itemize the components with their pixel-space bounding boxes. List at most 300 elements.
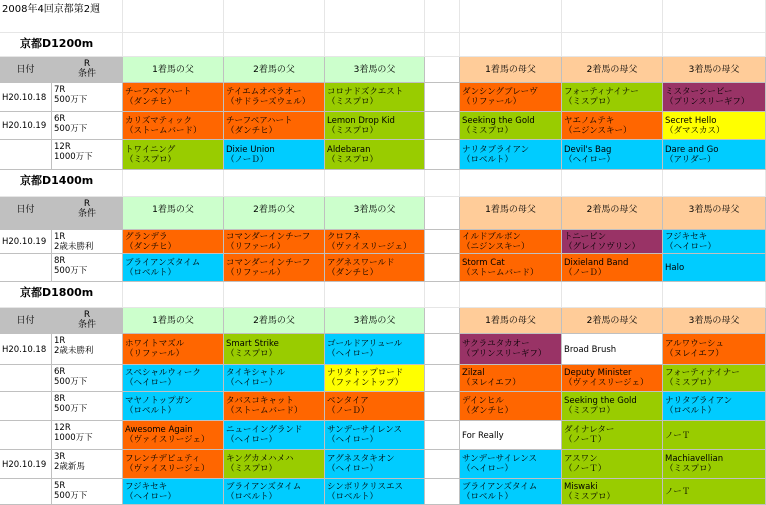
header-date[interactable] xyxy=(0,57,52,83)
horse-name: ノーＴ xyxy=(665,430,691,441)
race-cell[interactable] xyxy=(52,112,123,140)
header-label: 3着馬の父 xyxy=(353,65,396,75)
sire-cell[interactable] xyxy=(224,365,325,392)
sire-cell[interactable] xyxy=(123,140,224,170)
horse-lineage: （ヴァイスリージェ） xyxy=(125,435,210,445)
horse-lineage: （ロベルト） xyxy=(665,406,717,416)
horse-name: タイキシャトル xyxy=(226,368,286,378)
horse-name: Smart Strike xyxy=(226,339,279,349)
spacer-cell[interactable] xyxy=(425,308,460,334)
header-race-label: R xyxy=(83,199,91,209)
horse-lineage: （ミスプロ） xyxy=(226,464,278,474)
header-label: 1着馬の母父 xyxy=(485,205,536,215)
race-cell[interactable] xyxy=(52,83,123,112)
damsire-cell[interactable] xyxy=(663,334,766,365)
date-cell[interactable] xyxy=(0,450,52,479)
damsire-cell[interactable] xyxy=(663,365,766,392)
race-condition: 2歳未勝利 xyxy=(54,346,94,356)
spacer-cell[interactable] xyxy=(425,112,460,140)
damsire-cell[interactable] xyxy=(460,479,562,505)
horse-lineage: （ミスプロ） xyxy=(462,125,514,136)
sire-cell[interactable] xyxy=(123,334,224,365)
empty-cell[interactable] xyxy=(460,170,562,197)
header-date-label: 日付 xyxy=(16,316,35,326)
damsire-cell[interactable] xyxy=(663,479,766,505)
horse-lineage: （ニジンスキー） xyxy=(462,241,530,252)
horse-lineage: （ミスプロ） xyxy=(564,406,616,416)
spacer-cell[interactable] xyxy=(425,140,460,170)
horse-lineage: （プリンスリーギフ） xyxy=(462,349,547,359)
horse-lineage: （ストームバード） xyxy=(125,125,202,136)
empty-cell[interactable] xyxy=(425,33,460,57)
horse-name: Dare and Go xyxy=(665,144,719,155)
sheet-title: 2008年4回京都第2週 xyxy=(2,4,101,15)
damsire-cell[interactable] xyxy=(460,83,562,112)
horse-lineage: （ノーＤ） xyxy=(564,267,607,278)
horse-lineage: （ストームバード） xyxy=(226,406,303,416)
empty-cell[interactable] xyxy=(663,282,766,308)
horse-name: コマンダーインチーフ xyxy=(226,257,311,268)
sire-cell[interactable] xyxy=(224,254,325,282)
horse-name: Secret Hello xyxy=(665,115,717,126)
horse-name: イルドブルボン xyxy=(462,231,521,242)
header-date[interactable] xyxy=(0,308,52,334)
header-damsire-2[interactable] xyxy=(562,308,663,334)
sire-cell[interactable] xyxy=(325,479,425,505)
horse-lineage: （ノーＴ） xyxy=(564,464,607,474)
race-condition: 1000万下 xyxy=(54,433,93,443)
date-cell[interactable] xyxy=(0,254,52,282)
race-number: 12R xyxy=(54,142,71,152)
sire-cell[interactable] xyxy=(224,140,325,170)
damsire-cell[interactable] xyxy=(562,450,663,479)
sire-cell[interactable] xyxy=(224,83,325,112)
race-condition: 500万下 xyxy=(54,95,88,105)
empty-cell[interactable] xyxy=(224,33,325,57)
empty-cell[interactable] xyxy=(562,33,663,57)
header-label: 1着馬の父 xyxy=(152,65,194,75)
horse-lineage: （リファール） xyxy=(226,241,286,252)
horse-name: コロナドズクエスト xyxy=(327,87,404,97)
header-label: 2着馬の父 xyxy=(253,65,295,75)
section-title: 京都D1800m xyxy=(20,286,94,299)
horse-lineage: （ダンチヒ） xyxy=(125,97,177,107)
race-cell[interactable] xyxy=(52,479,123,505)
race-cell[interactable] xyxy=(52,450,123,479)
damsire-cell[interactable] xyxy=(663,230,766,254)
race-condition: 500万下 xyxy=(54,404,88,414)
header-label: 2着馬の父 xyxy=(253,316,295,326)
horse-name: フォーティナイナー xyxy=(665,368,740,378)
sire-cell[interactable] xyxy=(224,450,325,479)
race-number: 5R xyxy=(54,481,66,491)
header-sire-1[interactable] xyxy=(123,308,224,334)
horse-lineage: （ヴァイスリージェ） xyxy=(125,464,210,474)
horse-name: チーフベアハート xyxy=(226,115,293,126)
header-label: 2着馬の母父 xyxy=(586,316,638,326)
horse-name: For Really xyxy=(462,430,504,441)
race-condition: 2歳新馬 xyxy=(54,462,85,472)
damsire-cell[interactable] xyxy=(663,450,766,479)
date-cell[interactable] xyxy=(0,334,52,365)
empty-cell[interactable] xyxy=(425,0,460,33)
spacer-cell[interactable] xyxy=(425,254,460,282)
damsire-cell[interactable] xyxy=(562,140,663,170)
horse-lineage: （アリダー） xyxy=(665,154,716,165)
empty-cell[interactable] xyxy=(562,282,663,308)
horse-lineage: （ヴァイスリージェ） xyxy=(564,378,649,388)
damsire-cell[interactable] xyxy=(562,392,663,421)
damsire-cell[interactable] xyxy=(562,83,663,112)
sire-cell[interactable] xyxy=(325,254,425,282)
horse-name: デインヒル xyxy=(462,396,504,406)
race-date: H20.10.18 xyxy=(2,92,47,103)
damsire-cell[interactable] xyxy=(562,365,663,392)
horse-lineage: （ミスプロ） xyxy=(327,97,379,107)
sire-cell[interactable] xyxy=(123,254,224,282)
race-cell[interactable] xyxy=(52,140,123,170)
spacer-cell[interactable] xyxy=(425,392,460,421)
section-title-cell[interactable] xyxy=(0,33,123,57)
damsire-cell[interactable] xyxy=(460,421,562,450)
horse-lineage: （ヘイロー） xyxy=(226,378,278,388)
race-condition: 500万下 xyxy=(54,491,88,501)
header-sire-3[interactable] xyxy=(325,57,425,83)
header-label: 3着馬の父 xyxy=(353,205,396,215)
header-condition-label: 条件 xyxy=(77,320,96,330)
spacer-cell[interactable] xyxy=(425,230,460,254)
empty-cell[interactable] xyxy=(663,170,766,197)
date-cell[interactable] xyxy=(0,230,52,254)
header-damsire-3[interactable] xyxy=(663,57,766,83)
empty-cell[interactable] xyxy=(325,170,425,197)
empty-cell[interactable] xyxy=(224,0,325,33)
header-label: 2着馬の母父 xyxy=(586,205,638,215)
sire-cell[interactable] xyxy=(123,421,224,450)
header-race[interactable] xyxy=(52,57,123,83)
race-cell[interactable] xyxy=(52,365,123,392)
race-cell[interactable] xyxy=(52,334,123,365)
header-damsire-1[interactable] xyxy=(460,308,562,334)
header-sire-3[interactable] xyxy=(325,308,425,334)
race-number: 8R xyxy=(54,394,66,404)
horse-name: ナリタトップロード xyxy=(327,368,404,378)
sire-cell[interactable] xyxy=(325,392,425,421)
damsire-cell[interactable] xyxy=(663,83,766,112)
damsire-cell[interactable] xyxy=(460,140,562,170)
empty-cell[interactable] xyxy=(425,282,460,308)
sire-cell[interactable] xyxy=(325,230,425,254)
horse-name: Miswaki xyxy=(564,481,598,492)
race-date: H20.10.19 xyxy=(2,459,47,470)
damsire-cell[interactable] xyxy=(460,230,562,254)
spacer-cell[interactable] xyxy=(425,334,460,365)
horse-name: Machiavellian xyxy=(665,454,724,464)
header-sire-2[interactable] xyxy=(224,57,325,83)
sire-cell[interactable] xyxy=(325,450,425,479)
empty-cell[interactable] xyxy=(123,282,224,308)
horse-name: サンデーサイレンス xyxy=(327,425,403,435)
header-damsire-1[interactable] xyxy=(460,197,562,230)
empty-cell[interactable] xyxy=(562,170,663,197)
horse-name: ブライアンズタイム xyxy=(125,257,201,268)
horse-name: グランデラ xyxy=(125,231,168,242)
horse-name: トワイニング xyxy=(125,144,176,155)
horse-lineage: （ミスプロ） xyxy=(327,154,379,165)
sire-cell[interactable] xyxy=(224,112,325,140)
race-number: 8R xyxy=(54,256,66,266)
header-label: 3着馬の母父 xyxy=(688,65,740,75)
damsire-cell[interactable] xyxy=(460,254,562,282)
sire-cell[interactable] xyxy=(325,334,425,365)
header-damsire-1[interactable] xyxy=(460,57,562,83)
header-date-label: 日付 xyxy=(16,65,35,75)
sire-cell[interactable] xyxy=(325,421,425,450)
header-damsire-2[interactable] xyxy=(562,197,663,230)
damsire-cell[interactable] xyxy=(663,392,766,421)
empty-cell[interactable] xyxy=(325,0,425,33)
horse-lineage: （ミスプロ） xyxy=(226,349,278,359)
horse-name: フジキセキ xyxy=(665,231,708,242)
empty-cell[interactable] xyxy=(123,0,224,33)
horse-name: ベンタイア xyxy=(327,396,369,406)
race-cell[interactable] xyxy=(52,392,123,421)
sheet-title-cell[interactable] xyxy=(0,0,123,33)
damsire-cell[interactable] xyxy=(562,112,663,140)
sire-cell[interactable] xyxy=(123,479,224,505)
date-cell[interactable] xyxy=(0,140,52,170)
spacer-cell[interactable] xyxy=(425,83,460,112)
empty-cell[interactable] xyxy=(425,170,460,197)
empty-cell[interactable] xyxy=(663,0,766,33)
damsire-cell[interactable] xyxy=(460,112,562,140)
horse-lineage: （ミスプロ） xyxy=(327,125,379,136)
horse-name: キングカメハメハ xyxy=(226,454,294,464)
date-cell[interactable] xyxy=(0,392,52,421)
horse-lineage: （ヘイロー） xyxy=(327,349,379,359)
horse-name: ナリタブライアン xyxy=(462,144,530,155)
horse-lineage: （ストームバード） xyxy=(462,267,539,278)
date-cell[interactable] xyxy=(0,421,52,450)
race-number: 1R xyxy=(54,232,66,242)
sire-cell[interactable] xyxy=(123,112,224,140)
damsire-cell[interactable] xyxy=(460,334,562,365)
horse-name: クロフネ xyxy=(327,231,361,242)
empty-cell[interactable] xyxy=(123,170,224,197)
sire-cell[interactable] xyxy=(224,421,325,450)
horse-name: アスワン xyxy=(564,454,598,464)
horse-lineage: （ヘイロー） xyxy=(462,464,514,474)
header-date-label: 日付 xyxy=(16,205,35,215)
empty-cell[interactable] xyxy=(663,33,766,57)
horse-name: ブライアンズタイム xyxy=(462,481,538,492)
damsire-cell[interactable] xyxy=(663,112,766,140)
header-damsire-3[interactable] xyxy=(663,197,766,230)
header-sire-2[interactable] xyxy=(224,197,325,230)
sire-cell[interactable] xyxy=(325,365,425,392)
header-sire-1[interactable] xyxy=(123,197,224,230)
horse-name: Aldebaran xyxy=(327,144,371,155)
header-date[interactable] xyxy=(0,197,52,230)
horse-name: フォーティナイナー xyxy=(564,87,639,97)
date-cell[interactable] xyxy=(0,365,52,392)
horse-lineage: （ヘイロー） xyxy=(665,241,717,252)
damsire-cell[interactable] xyxy=(460,392,562,421)
empty-cell[interactable] xyxy=(460,0,562,33)
horse-name: Zilzal xyxy=(462,368,485,378)
horse-name: スペシャルウィーク xyxy=(125,368,201,378)
race-number: 7R xyxy=(54,85,66,95)
empty-cell[interactable] xyxy=(123,33,224,57)
horse-name: ニューイングランド xyxy=(226,425,303,435)
horse-name: ノーＴ xyxy=(665,487,691,497)
damsire-cell[interactable] xyxy=(562,230,663,254)
empty-cell[interactable] xyxy=(460,33,562,57)
horse-name: ダイナレター xyxy=(564,425,615,435)
race-cell[interactable] xyxy=(52,230,123,254)
sire-cell[interactable] xyxy=(224,334,325,365)
damsire-cell[interactable] xyxy=(460,365,562,392)
race-number: 6R xyxy=(54,114,66,124)
spacer-cell[interactable] xyxy=(425,479,460,505)
header-label: 3着馬の父 xyxy=(353,316,396,326)
spacer-cell[interactable] xyxy=(425,57,460,83)
horse-lineage: （ロベルト） xyxy=(125,267,177,278)
horse-name: コマンダーインチーフ xyxy=(226,231,311,242)
header-race[interactable] xyxy=(52,197,123,230)
damsire-cell[interactable] xyxy=(562,254,663,282)
sire-cell[interactable] xyxy=(224,392,325,421)
horse-name: テイエムオペラオー xyxy=(226,87,302,97)
horse-name: アグネスワールド xyxy=(327,257,395,268)
header-condition-label: 条件 xyxy=(77,69,96,79)
header-label: 3着馬の母父 xyxy=(688,316,740,326)
horse-lineage: （ヌレイエフ） xyxy=(462,378,521,388)
horse-lineage: （リファール） xyxy=(226,267,286,278)
horse-lineage: （ダンチヒ） xyxy=(125,241,177,252)
horse-name: アグネスタキオン xyxy=(327,454,395,464)
empty-cell[interactable] xyxy=(562,0,663,33)
race-cell[interactable] xyxy=(52,421,123,450)
horse-name: Storm Cat xyxy=(462,257,505,268)
horse-name: フレンチデピュティ xyxy=(125,454,201,464)
horse-name: マヤノトップガン xyxy=(125,396,193,406)
horse-name: ナリタブライアン xyxy=(665,396,733,406)
empty-cell[interactable] xyxy=(224,170,325,197)
header-damsire-2[interactable] xyxy=(562,57,663,83)
sire-cell[interactable] xyxy=(325,83,425,112)
horse-lineage: （ニジンスキー） xyxy=(564,125,632,136)
empty-cell[interactable] xyxy=(224,282,325,308)
empty-cell[interactable] xyxy=(325,282,425,308)
horse-lineage: （ロベルト） xyxy=(125,406,177,416)
race-condition: 2歳未勝利 xyxy=(54,242,94,252)
horse-lineage: （ヌレイエフ） xyxy=(665,349,724,359)
horse-lineage: （ヘイロー） xyxy=(327,464,379,474)
horse-name: サンデーサイレンス xyxy=(462,454,538,464)
header-damsire-3[interactable] xyxy=(663,308,766,334)
horse-name: Dixie Union xyxy=(226,144,275,155)
date-cell[interactable] xyxy=(0,83,52,112)
damsire-cell[interactable] xyxy=(663,140,766,170)
header-race-label: R xyxy=(83,59,91,69)
horse-lineage: （ロベルト） xyxy=(462,154,514,165)
empty-cell[interactable] xyxy=(460,282,562,308)
horse-lineage: （リファール） xyxy=(125,349,185,359)
horse-name: ブライアンズタイム xyxy=(226,481,302,492)
date-cell[interactable] xyxy=(0,479,52,505)
race-cell[interactable] xyxy=(52,254,123,282)
header-label: 1着馬の父 xyxy=(152,205,194,215)
section-title-cell[interactable] xyxy=(0,170,123,197)
sire-cell[interactable] xyxy=(224,230,325,254)
horse-name: Lemon Drop Kid xyxy=(327,115,395,126)
damsire-cell[interactable] xyxy=(562,421,663,450)
sire-cell[interactable] xyxy=(123,392,224,421)
spacer-cell[interactable] xyxy=(425,450,460,479)
horse-name: ホワイトマズル xyxy=(125,339,185,349)
spacer-cell[interactable] xyxy=(425,365,460,392)
section-title: 京都D1200m xyxy=(20,37,94,50)
horse-name: Deputy Minister xyxy=(564,368,632,378)
damsire-cell[interactable] xyxy=(663,254,766,282)
horse-lineage: （ミスプロ） xyxy=(125,154,177,165)
horse-lineage: （プリンスリーギフ） xyxy=(665,97,750,107)
header-race[interactable] xyxy=(52,308,123,334)
horse-lineage: （ミスプロ） xyxy=(665,464,717,474)
horse-name: Broad Brush xyxy=(564,344,617,355)
sire-cell[interactable] xyxy=(325,112,425,140)
damsire-cell[interactable] xyxy=(562,479,663,505)
spacer-cell[interactable] xyxy=(425,421,460,450)
empty-cell[interactable] xyxy=(325,33,425,57)
sire-cell[interactable] xyxy=(325,140,425,170)
sire-cell[interactable] xyxy=(123,365,224,392)
race-date: H20.10.19 xyxy=(2,237,47,247)
spacer-cell[interactable] xyxy=(425,197,460,230)
header-label: 1着馬の母父 xyxy=(485,65,536,75)
horse-name: サクラユタカオー xyxy=(462,339,530,349)
date-cell[interactable] xyxy=(0,112,52,140)
damsire-cell[interactable] xyxy=(663,421,766,450)
sire-cell[interactable] xyxy=(123,450,224,479)
section-title-cell[interactable] xyxy=(0,282,123,308)
horse-lineage: （ロベルト） xyxy=(462,491,514,502)
horse-name: Devil's Bag xyxy=(564,144,612,155)
horse-name: Dixieland Band xyxy=(564,257,629,268)
horse-lineage: （ヴァイスリージェ） xyxy=(327,241,412,252)
damsire-cell[interactable] xyxy=(562,334,663,365)
sire-cell[interactable] xyxy=(123,230,224,254)
horse-lineage: （ロベルト） xyxy=(327,491,379,502)
horse-name: Halo xyxy=(665,263,685,273)
horse-lineage: （ヘイロー） xyxy=(564,154,616,165)
horse-lineage: （ミスプロ） xyxy=(564,491,616,502)
header-sire-1[interactable] xyxy=(123,57,224,83)
horse-name: ゴールドアリュール xyxy=(327,339,403,349)
horse-name: Seeking the Gold xyxy=(462,115,535,126)
header-sire-2[interactable] xyxy=(224,308,325,334)
header-sire-3[interactable] xyxy=(325,197,425,230)
sire-cell[interactable] xyxy=(224,479,325,505)
horse-name: チーフベアハート xyxy=(125,87,192,97)
sire-cell[interactable] xyxy=(123,83,224,112)
race-condition: 1000万下 xyxy=(54,152,93,162)
horse-name: フジキセキ xyxy=(125,481,168,492)
damsire-cell[interactable] xyxy=(460,450,562,479)
header-label: 1着馬の父 xyxy=(152,316,194,326)
horse-lineage: （グレイソヴリン） xyxy=(564,241,641,252)
